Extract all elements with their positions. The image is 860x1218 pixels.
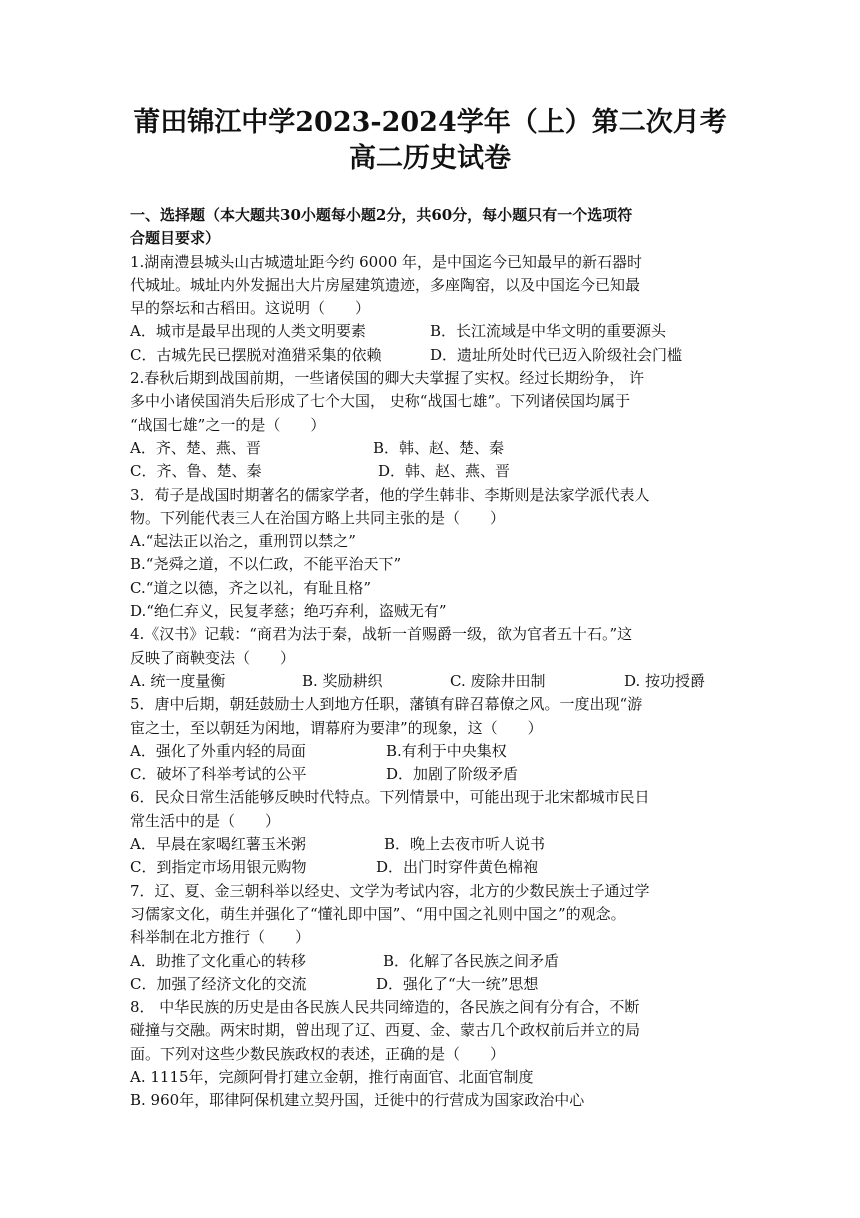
exam-content <box>130 204 730 1113</box>
option-d: D.“绝仁弃义，民复孝慈；绝巧弃利，盗贼无有” <box>130 602 447 621</box>
question-stem: 面。下列对这些少数民族政权的表述，正确的是（ ） <box>130 1044 506 1063</box>
option-d: D．遗址所处时代已迈入阶级社会门槛 <box>430 345 683 364</box>
option-d: D．强化了“大一统”思想 <box>376 974 539 993</box>
question-2 <box>130 367 730 483</box>
option-a: A．强化了外重内轻的局面 <box>130 741 306 760</box>
question-6 <box>130 786 730 879</box>
option-a: A．助推了文化重心的转移 <box>130 951 306 970</box>
option-a: A．早晨在家喝红薯玉米粥 <box>130 835 306 854</box>
option-d: D．韩、赵、燕、晋 <box>378 462 511 481</box>
section-heading-cont: 合题目要求） <box>130 229 221 248</box>
question-4 <box>130 623 730 693</box>
option-b: B．晚上去夜市听人说书 <box>384 835 546 854</box>
question-stem: 物。下列能代表三人在治国方略上共同主张的是（ ） <box>130 508 506 527</box>
option-c: C．齐、鲁、楚、秦 <box>130 462 262 481</box>
option-b: B.“尧舜之道，不以仁政，不能平治天下” <box>130 555 402 574</box>
question-stem: 代城址。城址内外发掘出大片房屋建筑遗迹，多座陶窑，以及中国迄今已知最 <box>130 275 641 294</box>
option-a: A. 统一度量衡 <box>130 671 226 690</box>
question-stem: 习儒家文化，萌生并强化了“懂礼即中国”、“用中国之礼则中国之”的观念。 <box>130 904 626 923</box>
question-stem: 1.湖南澧县城头山古城遗址距今约 6000 年，是中国迄今已知最早的新石器时 <box>130 252 643 271</box>
question-1 <box>130 251 730 367</box>
option-b: B.有利于中央集权 <box>386 741 507 760</box>
option-c: C. 废除井田制 <box>450 671 546 690</box>
question-stem: “战国七雄”之一的是（ ） <box>130 415 326 434</box>
option-c: C．到指定市场用银元购物 <box>130 858 307 877</box>
option-a: A. 1115年，完颜阿骨打建立金朝，推行南面官、北面官制度 <box>130 1067 534 1086</box>
question-stem: 2.春秋后期到战国前期，一些诸侯国的卿大夫掌握了实权。经过长期纷争， 许 <box>130 369 645 388</box>
question-7 <box>130 880 730 996</box>
option-d: D．加剧了阶级矛盾 <box>386 765 519 784</box>
question-stem: 常生活中的是（ ） <box>130 811 281 830</box>
question-stem: 早的祭坛和古稻田。这说明（ ） <box>130 299 371 318</box>
exam-title: 莆田锦江中学2023-2024学年（上）第二次月考 <box>133 107 727 138</box>
option-d: D. 按功授爵 <box>624 671 706 690</box>
question-stem: 7．辽、夏、金三朝科举以经史、文学为考试内容，北方的少数民族士子通过学 <box>130 881 650 900</box>
option-c: C．加强了经济文化的交流 <box>130 974 307 993</box>
question-stem: 4.《汉书》记载：“商君为法于秦，战斩一首赐爵一级，欲为官者五十石。”这 <box>130 625 633 644</box>
option-a: A．齐、楚、燕、晋 <box>130 438 261 457</box>
question-stem: 宦之士，至以朝廷为闲地，谓幕府为要津”的现象，这（ ） <box>130 718 543 737</box>
question-stem: 科举制在北方推行（ ） <box>130 928 311 947</box>
option-c: C．古城先民已摆脱对渔猎采集的依赖 <box>130 345 382 364</box>
option-d: D．出门时穿件黄色棉袍 <box>376 858 539 877</box>
question-stem: 多中小诸侯国消失后形成了七个大国， 史称“战国七雄”。下列诸侯国均属于 <box>130 392 631 411</box>
section-heading: 一、选择题（本大题共30小题每小题2分，共60分，每小题只有一个选项符 <box>130 206 633 224</box>
option-a: A．城市是最早出现的人类文明要素 <box>130 322 366 341</box>
option-c: C．破坏了科举考试的公平 <box>130 765 307 784</box>
question-stem: 5．唐中后期，朝廷鼓励士人到地方任职，藩镇有辟召幕僚之风。一度出现“游 <box>130 695 643 714</box>
option-b: B．韩、赵、楚、秦 <box>373 438 505 457</box>
exam-subtitle: 高二历史试卷 <box>349 143 511 174</box>
question-stem: 3．荀子是战国时期著名的儒家学者，他的学生韩非、李斯则是法家学派代表人 <box>130 485 650 504</box>
question-3 <box>130 484 730 624</box>
option-b: B. 960年，耶律阿保机建立契丹国，迁徙中的行营成为国家政治中心 <box>130 1091 585 1110</box>
question-stem: 6．民众日常生活能够反映时代特点。下列情景中，可能出现于北宋都城市民日 <box>130 788 650 807</box>
option-b: B．长江流域是中华文明的重要源头 <box>430 322 667 341</box>
option-c: C.“道之以德，齐之以礼，有耻且格” <box>130 578 372 597</box>
option-a: A.“起法正以治之，重刑罚以禁之” <box>130 532 356 551</box>
option-b: B. 奖励耕织 <box>302 671 383 690</box>
question-stem: 碰撞与交融。两宋时期，曾出现了辽、西夏、金、蒙古几个政权前后并立的局 <box>130 1021 641 1040</box>
question-stem: 反映了商鞅变法（ ） <box>130 648 296 667</box>
question-5 <box>130 693 730 786</box>
question-stem: 8． 中华民族的历史是由各民族人民共同缔造的，各民族之间有分有合，不断 <box>130 998 640 1017</box>
question-8 <box>130 996 730 1112</box>
option-b: B．化解了各民族之间矛盾 <box>383 951 560 970</box>
